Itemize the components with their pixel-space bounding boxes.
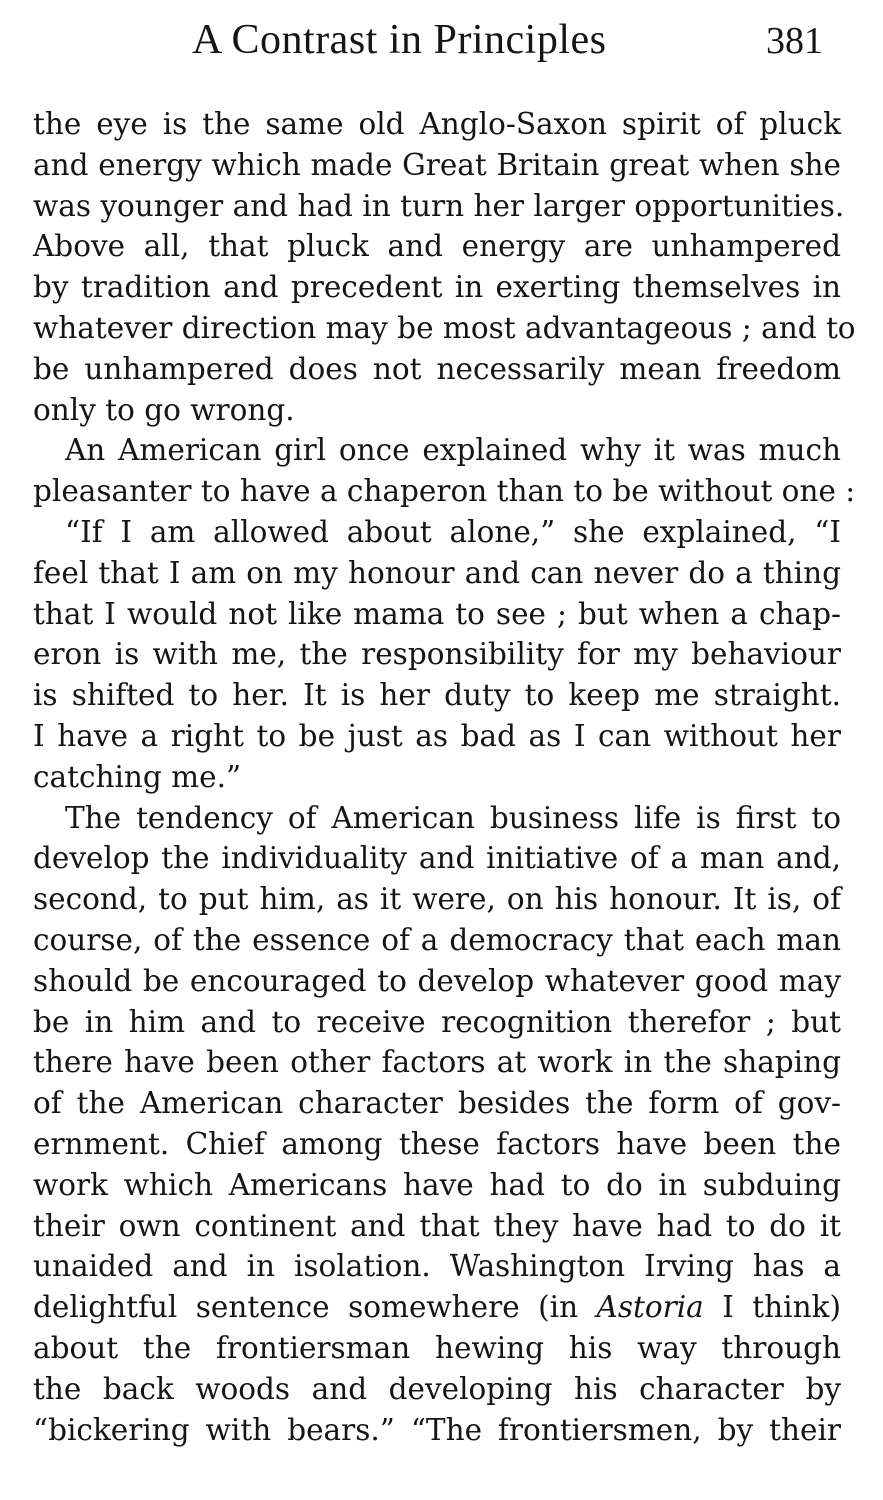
text-line: ernment. Chief among these factors have been the <box>33 1126 841 1161</box>
text-line: only to go wrong. <box>33 392 295 427</box>
text-line: An American girl once explained why it was much <box>65 433 841 468</box>
text-line: feel that I am on my honour and can never do a thing <box>33 555 841 590</box>
text-line: about the frontiersman hewing his way through <box>33 1330 841 1365</box>
text-line: the eye is the same old Anglo-Saxon spirit of pluck <box>33 107 841 141</box>
text-line: should be encouraged to develop whatever good may <box>33 963 841 998</box>
text-line: by tradition and precedent in exerting themselves in <box>33 270 841 305</box>
text-line: develop the individuality and initiative of a man and, <box>33 841 841 876</box>
text-line: be in him and to receive recognition therefor ; but <box>33 1004 841 1039</box>
page-number: 381 <box>766 20 823 62</box>
text-line: catching me.” <box>33 759 242 794</box>
text-line: their own continent and that they have had to do it <box>33 1208 841 1243</box>
text-segment: I think) <box>722 1290 841 1325</box>
text-line: second, to put him, as it were, on his honour. It is, of <box>33 882 841 917</box>
text-line: be unhampered does not necessarily mean freedom <box>33 351 841 386</box>
text-line: there have been other factors at work in the shaping <box>33 1045 841 1080</box>
text-line: whatever direction may be most advantageous ; and to <box>33 310 856 345</box>
body-text <box>33 104 856 1450</box>
text-line: work which Americans have had to do in subduing <box>33 1167 841 1202</box>
text-line: unaided and in isolation. Washington Irving has a <box>33 1249 841 1284</box>
text-line <box>33 1287 841 1328</box>
text-line: The tendency of American business life is first to <box>65 800 841 835</box>
text-line: eron is with me, the responsibility for my behaviour <box>33 637 841 672</box>
text-line: course, of the essence of a democracy that each man <box>33 922 841 957</box>
text-line: and energy which made Great Britain great when she <box>33 147 841 182</box>
running-title: A Contrast in Principles <box>192 17 607 63</box>
text-line: that I would not like mama to see ; but when a chap- <box>33 596 841 631</box>
text-line: “If I am allowed about alone,” she explained, “I <box>65 514 841 549</box>
text-line: was younger and had in turn her larger opportunities. <box>33 188 845 223</box>
text-line: of the American character besides the form of gov- <box>33 1086 841 1121</box>
text-segment: delightful sentence somewhere (in <box>33 1290 579 1325</box>
text-line: Above all, that pluck and energy are unhampered <box>33 229 841 264</box>
text-line: “bickering with bears.” “The frontiersmen, by their <box>33 1412 841 1447</box>
page-header <box>0 12 883 72</box>
book-title-astoria: Astoria <box>596 1290 704 1325</box>
text-line: I have a right to be just as bad as I can without her <box>33 718 841 753</box>
text-line: pleasanter to have a chaperon than to be without one : <box>33 474 856 509</box>
text-line: the back woods and developing his character by <box>33 1371 841 1406</box>
text-line: is shifted to her. It is her duty to keep me straight. <box>33 678 841 713</box>
